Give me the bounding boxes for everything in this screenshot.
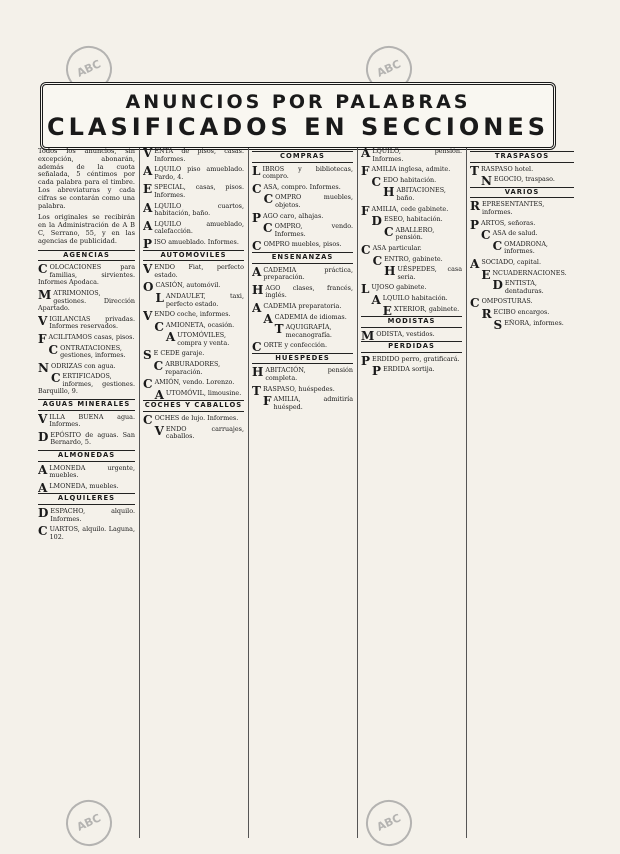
- column-divider: [248, 148, 249, 838]
- ad-initial: H: [384, 264, 396, 279]
- ad-text: EÑORA, informes.: [504, 318, 564, 327]
- classified-ad: [143, 348, 244, 363]
- section-heading: AUTOMÓVILES: [143, 250, 244, 262]
- ad-initial: C: [154, 319, 164, 334]
- ad-text: IBROS y bibliotecas, compro.: [262, 164, 353, 181]
- ad-initial: E: [143, 182, 153, 197]
- classified-ad: [361, 224, 462, 242]
- ad-initial: A: [361, 148, 371, 160]
- classified-ad: [252, 367, 353, 382]
- watermark-stamp: ABC: [358, 38, 419, 99]
- classified-ad: [361, 242, 462, 257]
- ad-initial: E: [481, 267, 491, 282]
- classified-ad: [143, 166, 244, 181]
- classified-ad: [143, 413, 244, 428]
- ad-initial: C: [492, 238, 503, 253]
- ad-initial: C: [252, 340, 262, 355]
- ad-text: UARTOS, alquilo. Laguna, 102.: [49, 525, 135, 541]
- ad-initial: P: [143, 236, 153, 251]
- classified-ad: [361, 292, 462, 307]
- ad-text: SPECIAL, casas, pisos. Informes.: [154, 183, 244, 199]
- section-heading: AGUAS MINERALES: [38, 399, 135, 411]
- ad-text: AQUIGRAFÍA, mecanografía.: [285, 323, 332, 339]
- ad-text: LMONEDA, muebles.: [49, 481, 119, 490]
- column-4: [361, 148, 462, 838]
- ad-initial: C: [470, 296, 480, 311]
- ad-text: CADEMIA práctica, preparación.: [263, 265, 353, 282]
- section-heading: PERDIDAS: [361, 341, 462, 353]
- classified-ad: [361, 328, 462, 343]
- classified-ad: [143, 280, 244, 295]
- ad-text: ENTRO, gabinete.: [384, 254, 443, 263]
- ad-text: E CEDE garaje.: [153, 349, 205, 358]
- ad-text: ENTISTA, dentaduras.: [504, 279, 544, 295]
- watermark-stamp: ABC: [58, 38, 119, 99]
- ad-initial: P: [372, 364, 382, 379]
- ad-initial: A: [470, 256, 480, 271]
- classified-ad: [252, 239, 353, 254]
- ad-text: XTERIOR, gabinete.: [393, 304, 460, 313]
- ad-text: OMPOSTURAS.: [481, 297, 533, 306]
- classified-ad: [252, 264, 353, 282]
- classified-ad: [38, 462, 135, 480]
- section-heading: AGENCIAS: [38, 250, 135, 262]
- classified-ad: [143, 377, 244, 392]
- classified-ad: [470, 228, 574, 243]
- classified-ad: [143, 184, 244, 199]
- section-heading: ALMONEDAS: [38, 450, 135, 462]
- ad-text: ORTE y confección.: [263, 341, 327, 350]
- classified-ad: [143, 332, 244, 347]
- classified-ad: [470, 217, 574, 232]
- ad-text: CASIÓN, automóvil.: [155, 281, 221, 290]
- ad-text: ENTA de pisos, casas. Informes.: [154, 148, 244, 163]
- column-3: [252, 148, 353, 838]
- ad-text: UÉSPEDES, casa seria.: [397, 265, 462, 281]
- classified-ad: [361, 174, 462, 189]
- classified-ad: [252, 300, 353, 315]
- ad-initial: V: [143, 309, 153, 324]
- ad-text: CADEMIA de idiomas.: [274, 312, 347, 321]
- classified-ad: [252, 396, 353, 411]
- classified-ad: [143, 319, 244, 334]
- section-heading: COMPRAS: [252, 151, 353, 163]
- section-heading: ALQUILERES: [38, 493, 135, 505]
- ad-text: AMIÓN, vendo. Lorenzo.: [154, 378, 235, 387]
- ad-initial: F: [262, 394, 272, 409]
- column-1: [38, 148, 135, 838]
- ad-initial: C: [372, 253, 383, 268]
- ad-initial: S: [493, 317, 503, 332]
- ad-initial: V: [38, 411, 48, 426]
- section-heading: VARIOS: [470, 187, 574, 199]
- ad-initial: L: [252, 163, 261, 178]
- ad-initial: A: [143, 200, 153, 215]
- ad-initial: D: [492, 278, 503, 293]
- watermark-stamp: ABC: [58, 792, 119, 853]
- classified-ad: [470, 163, 574, 178]
- classified-ad: [252, 282, 353, 300]
- classified-ad: [143, 200, 244, 218]
- column-5: [470, 148, 574, 838]
- ad-text: CADEMIA preparatoria.: [263, 301, 342, 310]
- classified-ad: [252, 210, 353, 225]
- section-heading: ENSEÑANZAS: [252, 252, 353, 264]
- ad-text: AMILIA, cede gabinete.: [371, 204, 449, 213]
- ad-initial: C: [263, 192, 274, 207]
- classified-ad: [252, 163, 353, 181]
- ad-text: ISO amueblado. Informes.: [154, 237, 239, 246]
- classified-ad: [361, 364, 462, 379]
- ad-initial: E: [382, 303, 392, 318]
- ad-initial: F: [38, 331, 47, 346]
- ad-text: AMILIA inglesa, admite.: [371, 165, 451, 174]
- ad-text: SOCIADO, capital.: [481, 257, 541, 266]
- ad-initial: C: [361, 242, 371, 257]
- ad-text: ESEO, habitación.: [383, 215, 443, 224]
- ad-initial: M: [38, 287, 52, 302]
- ad-text: NCUADERNACIONES.: [492, 268, 567, 277]
- ad-initial: D: [38, 429, 49, 444]
- classified-ad: [143, 264, 244, 279]
- section-heading: COCHES Y CABALLOS: [143, 400, 244, 412]
- classified-ad: [252, 194, 353, 209]
- classified-ad: [361, 282, 462, 297]
- ad-initial: C: [252, 239, 262, 254]
- ad-text: ANDAULET, taxi, perfecto estado.: [165, 291, 244, 308]
- ad-text: ABITACIÓN, pensión completa.: [265, 366, 353, 383]
- ad-text: OLOCACIONES para familias, sirvientes. Informes Apodaca.: [38, 263, 135, 287]
- classified-ad: [361, 148, 462, 163]
- ad-text: UJOSO gabinete.: [371, 283, 427, 292]
- classified-ad: [470, 306, 574, 321]
- ad-initial: V: [143, 262, 153, 277]
- ad-initial: P: [470, 217, 480, 232]
- classified-ad: [143, 218, 244, 236]
- ad-initial: H: [252, 282, 264, 297]
- classified-ad: [252, 340, 353, 355]
- section-heading: MODISTAS: [361, 316, 462, 328]
- ad-text: ARBURADORES, reparación.: [165, 360, 221, 376]
- classified-ad: [252, 324, 353, 339]
- ad-initial: C: [38, 524, 48, 539]
- classified-ad: [361, 164, 462, 179]
- classified-ad: [470, 296, 574, 311]
- classified-ad: [143, 309, 244, 324]
- ad-initial: A: [165, 330, 176, 345]
- ad-text: AGO caro, alhajas.: [263, 211, 324, 220]
- classified-ad: [143, 236, 244, 251]
- classified-ad: [470, 238, 574, 256]
- banner-title-line2: CLASIFICADOS EN SECCIONES: [46, 113, 549, 141]
- section-heading: HUÉSPEDES: [252, 353, 353, 365]
- ad-text: LQUILO, pensión. Informes.: [372, 148, 462, 163]
- classified-ad: [38, 411, 135, 429]
- classified-ad: [38, 508, 135, 523]
- ad-initial: A: [38, 480, 48, 495]
- ad-text: ECIBO encargos.: [493, 307, 550, 316]
- ad-initial: C: [38, 262, 48, 277]
- ad-text: ERDIDA sortija.: [383, 365, 435, 374]
- classified-ad: [252, 223, 353, 238]
- column-divider: [357, 148, 358, 838]
- ad-text: LQUILO habitación.: [382, 293, 448, 302]
- ad-text: UTOMÓVILES, compra y venta.: [177, 331, 230, 347]
- ad-initial: A: [154, 387, 164, 402]
- ad-initial: N: [480, 174, 492, 189]
- classifieds-banner: [40, 82, 556, 150]
- ad-initial: M: [361, 328, 375, 343]
- column-2: [143, 148, 244, 838]
- ad-initial: F: [361, 203, 370, 218]
- ad-text: ENDO coche, informes.: [154, 310, 231, 319]
- section-heading: TRASPASOS: [470, 151, 574, 163]
- ad-text: RASPASO hotel.: [480, 164, 534, 173]
- ad-initial: V: [38, 313, 48, 328]
- ad-text: ARTOS, señoras.: [481, 218, 536, 227]
- classified-ad: [38, 313, 135, 331]
- ad-text: ENDO Fiat, perfecto estado.: [154, 263, 244, 279]
- ad-initial: C: [143, 377, 153, 392]
- ad-initial: A: [143, 218, 153, 233]
- ad-initial: V: [143, 148, 153, 160]
- ad-initial: C: [252, 181, 262, 196]
- ad-initial: C: [371, 174, 382, 189]
- classified-ad: [361, 253, 462, 268]
- ad-initial: O: [143, 280, 154, 295]
- classified-ad: [38, 373, 135, 396]
- classified-ad: [252, 383, 353, 398]
- classified-ad: [38, 526, 135, 541]
- classified-ad: [361, 203, 462, 218]
- ad-text: EDO habitación.: [383, 175, 437, 184]
- ad-initial: N: [38, 360, 49, 375]
- ad-initial: A: [371, 292, 381, 307]
- ad-text: AGO clases, francés, inglés.: [265, 283, 353, 300]
- ad-initial: A: [252, 264, 262, 279]
- ad-initial: C: [48, 342, 59, 357]
- ad-text: ASA particular.: [372, 243, 422, 252]
- ad-text: OMPRO, vendo. Informes.: [274, 222, 353, 238]
- ad-initial: A: [263, 311, 273, 326]
- watermark-stamp: ABC: [358, 792, 419, 853]
- classified-ad: [361, 187, 462, 202]
- ad-text: ERTIFICADOS, informes, gestiones. Barquillo, 9.: [38, 372, 135, 396]
- classified-ad: [361, 353, 462, 368]
- ad-text: OMPRO muebles, pisos.: [263, 240, 342, 249]
- ad-text: ABITACIONES, baño.: [396, 186, 446, 202]
- ad-text: ODRIZAS con agua.: [50, 361, 116, 370]
- ad-initial: L: [361, 282, 370, 297]
- ad-initial: V: [154, 423, 164, 438]
- ad-initial: C: [153, 359, 164, 374]
- ad-initial: T: [252, 383, 261, 398]
- column-divider: [466, 148, 467, 838]
- ad-text: ASA de salud.: [492, 229, 538, 238]
- ad-initial: P: [252, 210, 262, 225]
- ad-text: EPRESENTANTES, informes.: [481, 200, 545, 216]
- ad-initial: L: [155, 290, 164, 305]
- ad-initial: C: [481, 228, 491, 243]
- ad-initial: R: [481, 306, 492, 321]
- ad-text: ATRIMONIOS, gestiones. Dirección Apartado.: [38, 288, 135, 313]
- ad-text: LQUILO cuartos, habitación, baño.: [154, 201, 244, 218]
- classified-ad: [38, 429, 135, 447]
- ad-text: ENDO carruajes, caballos.: [165, 424, 244, 441]
- ad-text: EPÓSITO de aguas. San Bernardo, 5.: [50, 430, 135, 447]
- ad-initial: C: [383, 224, 394, 239]
- intro-text: Todos los anuncios, sin excepción, abonarán, además de la cuota señalada, 5 céntimos por cada palabra para el timbre. Los abreviaturas y cada cifras se contarán como una palabra.: [38, 148, 135, 210]
- ad-initial: A: [252, 300, 262, 315]
- classified-ad: [143, 290, 244, 308]
- ad-text: ERDIDO perro, gratificará.: [372, 354, 460, 363]
- ad-initial: H: [252, 365, 264, 380]
- ad-text: UTOMÓVIL, limousine.: [165, 388, 242, 397]
- ad-text: ASA, compro. Informes.: [263, 182, 341, 191]
- ad-text: ACILITAMOS casas, pisos.: [48, 332, 135, 341]
- ad-text: LQUILO amueblado, calefacción.: [154, 219, 244, 236]
- classified-ad: [38, 360, 135, 375]
- classified-ad: [252, 181, 353, 196]
- ad-initial: S: [143, 348, 152, 363]
- classified-ad: [143, 423, 244, 441]
- ad-text: ABALLERO, pensión.: [395, 225, 435, 242]
- ad-text: ILLA BUENA agua. Informes.: [49, 412, 135, 429]
- classified-ad: [470, 256, 574, 271]
- ad-text: EGOCIO, traspaso.: [493, 175, 555, 184]
- intro-text: Los originales se recibirán en la Administración de A B C, Serrano, 55, y en las agencias de publicidad.: [38, 213, 135, 245]
- ad-initial: A: [143, 164, 153, 179]
- ad-text: ESPACHO, alquilo. Informes.: [50, 507, 135, 523]
- ad-initial: F: [361, 164, 370, 179]
- ad-initial: R: [470, 199, 480, 214]
- classified-ad: [143, 148, 244, 163]
- ad-initial: D: [38, 506, 49, 520]
- ad-initial: P: [361, 353, 371, 368]
- classified-ad: [38, 331, 135, 346]
- ad-text: OCHES de lujo. Informes.: [154, 414, 239, 423]
- ad-text: IGILANCIAS privadas. Informes reservados.: [49, 314, 135, 331]
- banner-title-line1: ANUNCIOS POR PALABRAS: [125, 91, 471, 113]
- ad-text: LMONEDA urgente, muebles.: [49, 463, 135, 480]
- classified-ad: [361, 214, 462, 229]
- ad-text: LQUILO piso amueblado. Pardo, 4.: [154, 165, 244, 181]
- ad-initial: C: [50, 371, 61, 386]
- ad-text: OMPRO muebles, objetos.: [275, 193, 353, 209]
- classified-ad: [470, 201, 574, 216]
- classified-ad: [252, 311, 353, 326]
- classified-ad: [470, 267, 574, 282]
- ad-initial: A: [38, 462, 48, 477]
- classified-ad: [470, 174, 574, 189]
- classified-ad: [38, 480, 135, 495]
- ad-text: OMADRONA, informes.: [504, 239, 548, 256]
- ad-text: ONTRATACIONES, gestiones, informes.: [60, 343, 126, 360]
- ad-text: ODISTA, vestidos.: [376, 329, 435, 338]
- ad-initial: H: [383, 185, 395, 200]
- ad-initial: D: [371, 214, 382, 229]
- classified-ad: [38, 287, 135, 313]
- classified-ad: [143, 361, 244, 376]
- ad-initial: C: [143, 413, 153, 428]
- classified-ad: [143, 387, 244, 402]
- ad-text: AMIONETA, ocasión.: [165, 320, 235, 329]
- ad-text: RASPASO, huéspedes.: [262, 384, 335, 393]
- classified-ad: [361, 266, 462, 281]
- ad-text: AMILIA, admitiría huésped.: [273, 395, 353, 411]
- classified-ad: [38, 264, 135, 287]
- ad-initial: T: [274, 322, 284, 337]
- classified-ad: [38, 342, 135, 360]
- column-divider: [139, 148, 140, 838]
- ad-initial: C: [263, 221, 273, 236]
- ad-initial: T: [470, 163, 479, 178]
- classified-ad: [470, 280, 574, 295]
